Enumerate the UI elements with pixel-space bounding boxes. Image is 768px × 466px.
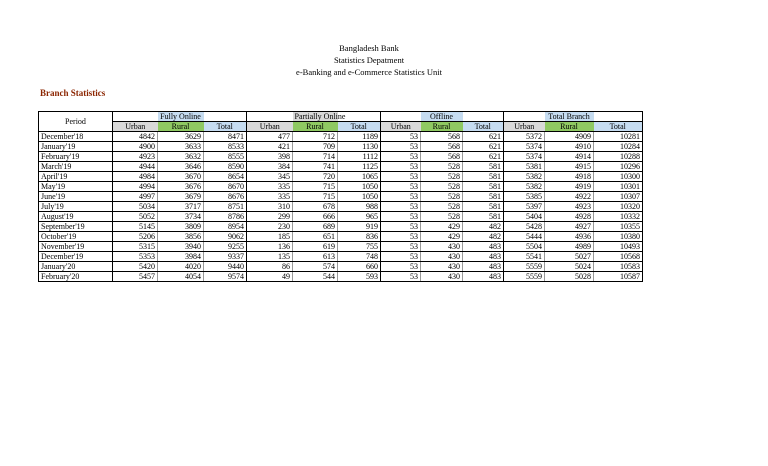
- table-row: [39, 152, 643, 162]
- value-cell: 53: [381, 182, 421, 192]
- value-cell: 10332: [594, 212, 643, 222]
- value-cell: 660: [338, 262, 381, 272]
- value-cell: 5559: [504, 272, 545, 282]
- value-cell: 8954: [204, 222, 247, 232]
- table-row: [39, 252, 643, 262]
- value-cell: 3809: [158, 222, 204, 232]
- value-cell: 3734: [158, 212, 204, 222]
- value-cell: 568: [421, 132, 463, 142]
- value-cell: 10281: [594, 132, 643, 142]
- value-cell: 10568: [594, 252, 643, 262]
- value-cell: 10296: [594, 162, 643, 172]
- value-cell: 5315: [113, 242, 158, 252]
- table-row: [39, 142, 643, 152]
- value-cell: 483: [463, 262, 504, 272]
- value-cell: 581: [463, 192, 504, 202]
- value-cell: 4922: [545, 192, 594, 202]
- value-cell: 9337: [204, 252, 247, 262]
- value-cell: 3717: [158, 202, 204, 212]
- col-urban: Urban: [113, 122, 158, 132]
- period-cell: August'19: [39, 212, 113, 222]
- value-cell: 430: [421, 252, 463, 262]
- value-cell: 748: [338, 252, 381, 262]
- value-cell: 3940: [158, 242, 204, 252]
- value-cell: 335: [247, 192, 293, 202]
- value-cell: 4914: [545, 152, 594, 162]
- value-cell: 1189: [338, 132, 381, 142]
- value-cell: 4936: [545, 232, 594, 242]
- value-cell: 3646: [158, 162, 204, 172]
- value-cell: 3984: [158, 252, 204, 262]
- value-cell: 8751: [204, 202, 247, 212]
- value-cell: 8555: [204, 152, 247, 162]
- value-cell: 5028: [545, 272, 594, 282]
- value-cell: 593: [338, 272, 381, 282]
- value-cell: 581: [463, 212, 504, 222]
- value-cell: 5381: [504, 162, 545, 172]
- group-header-offline: Offline: [421, 112, 463, 122]
- table-row: [39, 172, 643, 182]
- value-cell: 10380: [594, 232, 643, 242]
- value-cell: 4020: [158, 262, 204, 272]
- value-cell: 3633: [158, 142, 204, 152]
- value-cell: 666: [293, 212, 338, 222]
- col-rural: Rural: [421, 122, 463, 132]
- col-total: Total: [204, 122, 247, 132]
- branch-statistics-table: [38, 111, 643, 282]
- value-cell: 689: [293, 222, 338, 232]
- value-cell: 53: [381, 262, 421, 272]
- value-cell: 4928: [545, 212, 594, 222]
- value-cell: 53: [381, 232, 421, 242]
- value-cell: 836: [338, 232, 381, 242]
- value-cell: 4923: [113, 152, 158, 162]
- value-cell: 53: [381, 202, 421, 212]
- value-cell: 755: [338, 242, 381, 252]
- period-header: Period: [39, 112, 113, 132]
- value-cell: 5374: [504, 142, 545, 152]
- period-cell: February'19: [39, 152, 113, 162]
- value-cell: 483: [463, 252, 504, 262]
- value-cell: 4944: [113, 162, 158, 172]
- group-header-fully-online: Fully Online: [158, 112, 204, 122]
- value-cell: 5027: [545, 252, 594, 262]
- value-cell: 1130: [338, 142, 381, 152]
- group-header-total-branch: Total Branch: [545, 112, 594, 122]
- value-cell: 568: [421, 152, 463, 162]
- value-cell: 5457: [113, 272, 158, 282]
- value-cell: 581: [463, 202, 504, 212]
- table-row: [39, 272, 643, 282]
- period-cell: November'19: [39, 242, 113, 252]
- table-row: [39, 132, 643, 142]
- value-cell: 1050: [338, 192, 381, 202]
- value-cell: 136: [247, 242, 293, 252]
- value-cell: 3629: [158, 132, 204, 142]
- value-cell: 741: [293, 162, 338, 172]
- value-cell: 10587: [594, 272, 643, 282]
- value-cell: 965: [338, 212, 381, 222]
- value-cell: 1065: [338, 172, 381, 182]
- value-cell: 10493: [594, 242, 643, 252]
- value-cell: 8654: [204, 172, 247, 182]
- value-cell: 10288: [594, 152, 643, 162]
- period-cell: June'19: [39, 192, 113, 202]
- value-cell: 8471: [204, 132, 247, 142]
- value-cell: 53: [381, 152, 421, 162]
- value-cell: 5206: [113, 232, 158, 242]
- value-cell: 53: [381, 142, 421, 152]
- value-cell: 4918: [545, 172, 594, 182]
- value-cell: 4927: [545, 222, 594, 232]
- value-cell: 4842: [113, 132, 158, 142]
- value-cell: 8786: [204, 212, 247, 222]
- value-cell: 429: [421, 222, 463, 232]
- value-cell: 581: [463, 172, 504, 182]
- value-cell: 3856: [158, 232, 204, 242]
- value-cell: 709: [293, 142, 338, 152]
- value-cell: 5382: [504, 172, 545, 182]
- value-cell: 8590: [204, 162, 247, 172]
- value-cell: 581: [463, 182, 504, 192]
- table-body: [39, 132, 643, 282]
- value-cell: 5024: [545, 262, 594, 272]
- value-cell: 53: [381, 222, 421, 232]
- value-cell: 310: [247, 202, 293, 212]
- table-row: [39, 262, 643, 272]
- value-cell: 528: [421, 162, 463, 172]
- value-cell: 53: [381, 272, 421, 282]
- value-cell: 5052: [113, 212, 158, 222]
- value-cell: 5444: [504, 232, 545, 242]
- period-cell: March'19: [39, 162, 113, 172]
- value-cell: 10355: [594, 222, 643, 232]
- value-cell: 621: [463, 132, 504, 142]
- value-cell: 3679: [158, 192, 204, 202]
- value-cell: 4984: [113, 172, 158, 182]
- value-cell: 619: [293, 242, 338, 252]
- table-row: [39, 212, 643, 222]
- value-cell: 988: [338, 202, 381, 212]
- value-cell: 430: [421, 262, 463, 272]
- value-cell: 544: [293, 272, 338, 282]
- value-cell: 53: [381, 172, 421, 182]
- value-cell: 528: [421, 182, 463, 192]
- period-cell: December'19: [39, 252, 113, 262]
- value-cell: 10320: [594, 202, 643, 212]
- table-row: [39, 242, 643, 252]
- period-cell: April'19: [39, 172, 113, 182]
- table-row: [39, 202, 643, 212]
- value-cell: 678: [293, 202, 338, 212]
- period-cell: May'19: [39, 182, 113, 192]
- col-rural: Rural: [293, 122, 338, 132]
- value-cell: 4994: [113, 182, 158, 192]
- col-total: Total: [463, 122, 504, 132]
- value-cell: 4997: [113, 192, 158, 202]
- table-row: [39, 222, 643, 232]
- value-cell: 430: [421, 242, 463, 252]
- value-cell: 299: [247, 212, 293, 222]
- value-cell: 712: [293, 132, 338, 142]
- value-cell: 5404: [504, 212, 545, 222]
- value-cell: 9062: [204, 232, 247, 242]
- value-cell: 482: [463, 232, 504, 242]
- value-cell: 5559: [504, 262, 545, 272]
- value-cell: 3632: [158, 152, 204, 162]
- value-cell: 715: [293, 182, 338, 192]
- col-total: Total: [338, 122, 381, 132]
- value-cell: 384: [247, 162, 293, 172]
- header-unit: e-Banking and e-Commerce Statistics Unit: [296, 67, 442, 77]
- value-cell: 9574: [204, 272, 247, 282]
- value-cell: 5420: [113, 262, 158, 272]
- period-cell: July'19: [39, 202, 113, 212]
- value-cell: 10300: [594, 172, 643, 182]
- value-cell: 8533: [204, 142, 247, 152]
- value-cell: 5428: [504, 222, 545, 232]
- value-cell: 53: [381, 132, 421, 142]
- value-cell: 49: [247, 272, 293, 282]
- value-cell: 4989: [545, 242, 594, 252]
- table-row: [39, 162, 643, 172]
- col-urban: Urban: [247, 122, 293, 132]
- value-cell: 53: [381, 212, 421, 222]
- period-cell: January'19: [39, 142, 113, 152]
- value-cell: 5385: [504, 192, 545, 202]
- value-cell: 345: [247, 172, 293, 182]
- value-cell: 86: [247, 262, 293, 272]
- value-cell: 53: [381, 162, 421, 172]
- period-cell: February'20: [39, 272, 113, 282]
- table-row: [39, 192, 643, 202]
- section-title: Branch Statistics: [40, 88, 106, 98]
- value-cell: 53: [381, 192, 421, 202]
- value-cell: 4910: [545, 142, 594, 152]
- value-cell: 421: [247, 142, 293, 152]
- value-cell: 185: [247, 232, 293, 242]
- value-cell: 483: [463, 272, 504, 282]
- value-cell: 4923: [545, 202, 594, 212]
- value-cell: 5145: [113, 222, 158, 232]
- value-cell: 5504: [504, 242, 545, 252]
- value-cell: 482: [463, 222, 504, 232]
- header-department: Statistics Depatment: [333, 55, 405, 65]
- value-cell: 8676: [204, 192, 247, 202]
- period-cell: October'19: [39, 232, 113, 242]
- value-cell: 5372: [504, 132, 545, 142]
- value-cell: 720: [293, 172, 338, 182]
- table-row: [39, 182, 643, 192]
- value-cell: 528: [421, 172, 463, 182]
- value-cell: 5541: [504, 252, 545, 262]
- value-cell: 230: [247, 222, 293, 232]
- value-cell: 5382: [504, 182, 545, 192]
- report-header: [0, 42, 768, 78]
- value-cell: 1112: [338, 152, 381, 162]
- value-cell: 1125: [338, 162, 381, 172]
- value-cell: 398: [247, 152, 293, 162]
- value-cell: 5374: [504, 152, 545, 162]
- value-cell: 3670: [158, 172, 204, 182]
- table-row: [39, 232, 643, 242]
- value-cell: 581: [463, 162, 504, 172]
- value-cell: 429: [421, 232, 463, 242]
- value-cell: 10583: [594, 262, 643, 272]
- value-cell: 574: [293, 262, 338, 272]
- value-cell: 8670: [204, 182, 247, 192]
- value-cell: 3676: [158, 182, 204, 192]
- value-cell: 9440: [204, 262, 247, 272]
- value-cell: 621: [463, 152, 504, 162]
- value-cell: 4909: [545, 132, 594, 142]
- value-cell: 715: [293, 192, 338, 202]
- value-cell: 5353: [113, 252, 158, 262]
- value-cell: 1050: [338, 182, 381, 192]
- value-cell: 651: [293, 232, 338, 242]
- value-cell: 135: [247, 252, 293, 262]
- value-cell: 483: [463, 242, 504, 252]
- col-total: Total: [594, 122, 643, 132]
- period-cell: September'19: [39, 222, 113, 232]
- value-cell: 430: [421, 272, 463, 282]
- col-rural: Rural: [158, 122, 204, 132]
- group-header-partially-online: Partially Online: [294, 112, 346, 121]
- value-cell: 5397: [504, 202, 545, 212]
- value-cell: 613: [293, 252, 338, 262]
- value-cell: 528: [421, 192, 463, 202]
- value-cell: 10307: [594, 192, 643, 202]
- value-cell: 4900: [113, 142, 158, 152]
- period-cell: December'18: [39, 132, 113, 142]
- value-cell: 335: [247, 182, 293, 192]
- value-cell: 4054: [158, 272, 204, 282]
- value-cell: 477: [247, 132, 293, 142]
- value-cell: 919: [338, 222, 381, 232]
- value-cell: 4919: [545, 182, 594, 192]
- value-cell: 10301: [594, 182, 643, 192]
- value-cell: 568: [421, 142, 463, 152]
- col-urban: Urban: [381, 122, 421, 132]
- value-cell: 10284: [594, 142, 643, 152]
- col-urban: Urban: [504, 122, 545, 132]
- value-cell: 4915: [545, 162, 594, 172]
- value-cell: 621: [463, 142, 504, 152]
- value-cell: 5034: [113, 202, 158, 212]
- value-cell: 528: [421, 202, 463, 212]
- value-cell: 9255: [204, 242, 247, 252]
- value-cell: 528: [421, 212, 463, 222]
- value-cell: 714: [293, 152, 338, 162]
- value-cell: 53: [381, 252, 421, 262]
- header-org: Bangladesh Bank: [339, 43, 399, 53]
- col-rural: Rural: [545, 122, 594, 132]
- period-cell: January'20: [39, 262, 113, 272]
- value-cell: 53: [381, 242, 421, 252]
